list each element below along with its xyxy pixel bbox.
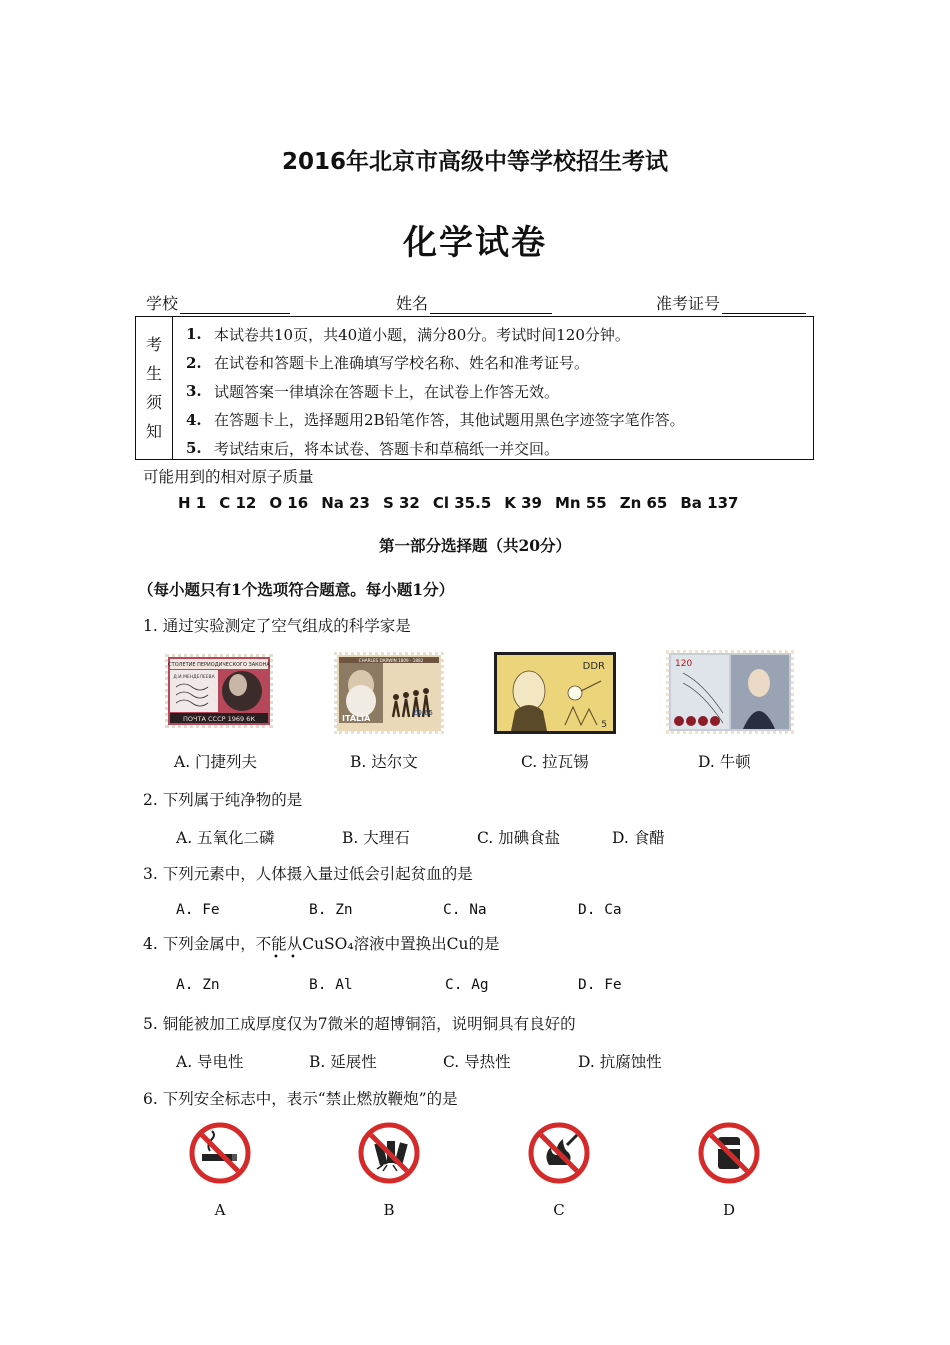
stamp-text: СТОЛЕТИЕ ПЕРИОДИЧЕСКОГО ЗАКОНА	[168, 662, 270, 668]
exam-no-label: 准考证号	[656, 294, 721, 313]
notice-item: 1. 本试卷共10页，共40道小题，满分80分。考试时间120分钟。	[186, 325, 630, 344]
stamp-text: CHARLES DARWIN 1809 · 1882	[358, 658, 424, 663]
atomic-mass-item: Zn 65	[619, 494, 668, 512]
atomic-mass-title: 可能用到的相对原子质量	[143, 468, 314, 486]
question-stem: 1. 通过实验测定了空气组成的科学家是	[143, 617, 411, 635]
option-a[interactable]: A. 五氧化二磷	[176, 829, 275, 847]
no-flammables-sign-icon	[697, 1121, 761, 1185]
school-label: 学校	[146, 294, 179, 313]
stamp-text: 120	[675, 659, 693, 669]
stamp-text: ITALIA	[342, 714, 371, 723]
option-a[interactable]: A. 导电性	[176, 1053, 244, 1071]
option-d[interactable]: D. 抗腐蚀性	[578, 1053, 662, 1071]
option-b[interactable]: B. Al	[309, 977, 353, 993]
notice-item: 5. 考试结束后，将本试卷、答题卡和草稿纸一并交回。	[186, 439, 560, 458]
emphasis-dot: •	[273, 952, 279, 963]
atomic-mass-item: Ba 137	[680, 494, 739, 512]
newton-stamp-art	[669, 653, 791, 731]
exam-title: 2016年北京市高级中等学校招生考试	[281, 149, 668, 175]
option-b[interactable]: B. 大理石	[342, 829, 410, 847]
option-c[interactable]: C. Ag	[445, 977, 489, 993]
darwin-stamp-image	[334, 652, 444, 734]
question-stem: 4. 下列金属中，不能从CuSO₄溶液中置换出Cu的是	[143, 935, 500, 953]
atomic-mass-item: Na 23	[321, 494, 370, 512]
atomic-mass-item: K 39	[504, 494, 542, 512]
atomic-mass-item: H 1	[178, 494, 207, 512]
part1-rule: （每小题只有1个选项符合题意。每小题1分）	[138, 580, 455, 599]
option-a[interactable]: A. Fe	[176, 902, 220, 918]
question-stem: 3. 下列元素中，人体摄入量过低会引起贫血的是	[143, 865, 473, 883]
mendeleev-stamp-art	[168, 657, 270, 725]
no-smoking-sign-icon	[188, 1121, 252, 1185]
option-c[interactable]: C. Na	[443, 902, 487, 918]
newton-stamp-image	[666, 650, 794, 734]
notice-item: 4. 在答题卡上，选择题用2B铅笔作答，其他试题用黑色字迹签字笔作答。	[186, 410, 685, 430]
part1-title: 第一部分选择题（共20分）	[378, 536, 572, 555]
option-d[interactable]: D. 食醋	[612, 829, 665, 847]
option-a[interactable]: A. Zn	[176, 977, 220, 993]
sign-label-a[interactable]: A	[214, 1201, 226, 1219]
emphasis-dot: •	[290, 952, 296, 963]
atomic-mass-item: Cl 35.5	[432, 494, 492, 512]
option-d[interactable]: D. Fe	[578, 977, 622, 993]
exam-no-field	[656, 291, 806, 314]
sign-label-c[interactable]: C	[553, 1201, 565, 1219]
stamp-text: DDR	[582, 661, 605, 672]
notice-item: 3. 试题答案一律填涂在答题卡上，在试卷上作答无效。	[186, 382, 560, 401]
atomic-mass-item: O 16	[269, 494, 309, 512]
stamp-text: Д.И.МЕНДЕЛЕЕВА	[173, 675, 215, 680]
notice-label: 考 生 须 知	[136, 317, 173, 459]
atomic-mass-item: C 12	[219, 494, 257, 512]
notice-item: 2. 在试卷和答题卡上准确填写学校名称、姓名和准考证号。	[186, 353, 590, 373]
name-blank[interactable]	[430, 296, 552, 314]
name-label: 姓名	[396, 294, 429, 313]
notice-box	[135, 316, 814, 460]
stamp-text: ПОЧТА СССР 1969 6К	[183, 715, 255, 723]
lavoisier-stamp-image	[494, 652, 616, 734]
atomic-mass-list	[178, 494, 738, 512]
subject-title: 化学试卷	[403, 223, 547, 263]
stamp-text: €0,65	[412, 709, 433, 717]
option-d[interactable]: D. Ca	[578, 902, 622, 918]
no-open-flame-sign-icon	[527, 1121, 591, 1185]
lavoisier-stamp-art	[497, 655, 613, 731]
notice-list	[186, 320, 809, 463]
option-c[interactable]: C. 导热性	[443, 1053, 511, 1071]
school-field	[146, 291, 290, 314]
option-b[interactable]: B. 达尔文	[350, 753, 418, 771]
option-c[interactable]: C. 拉瓦锡	[521, 753, 589, 771]
sign-label-b[interactable]: B	[383, 1201, 395, 1219]
mendeleev-stamp-image	[165, 654, 273, 728]
school-blank[interactable]	[180, 296, 290, 314]
exam-no-blank[interactable]	[722, 296, 806, 314]
no-firecrackers-sign-icon	[357, 1121, 421, 1185]
sign-label-d[interactable]: D	[722, 1201, 736, 1219]
name-field	[396, 291, 552, 314]
option-c[interactable]: C. 加碘食盐	[477, 829, 561, 847]
option-d[interactable]: D. 牛顿	[698, 753, 751, 771]
darwin-stamp-art	[337, 655, 441, 731]
question-stem: 6. 下列安全标志中，表示“禁止燃放鞭炮”的是	[143, 1090, 458, 1108]
option-a[interactable]: A. 门捷列夫	[174, 753, 258, 771]
stamp-text: 5	[601, 720, 607, 730]
option-b[interactable]: B. 延展性	[309, 1053, 377, 1071]
option-b[interactable]: B. Zn	[309, 902, 353, 918]
atomic-mass-item: Mn 55	[555, 494, 607, 512]
question-stem: 5. 铜能被加工成厚度仅为7微米的超博铜箔，说明铜具有良好的	[143, 1015, 576, 1033]
question-stem: 2. 下列属于纯净物的是	[143, 791, 303, 809]
atomic-mass-item: S 32	[382, 494, 420, 512]
